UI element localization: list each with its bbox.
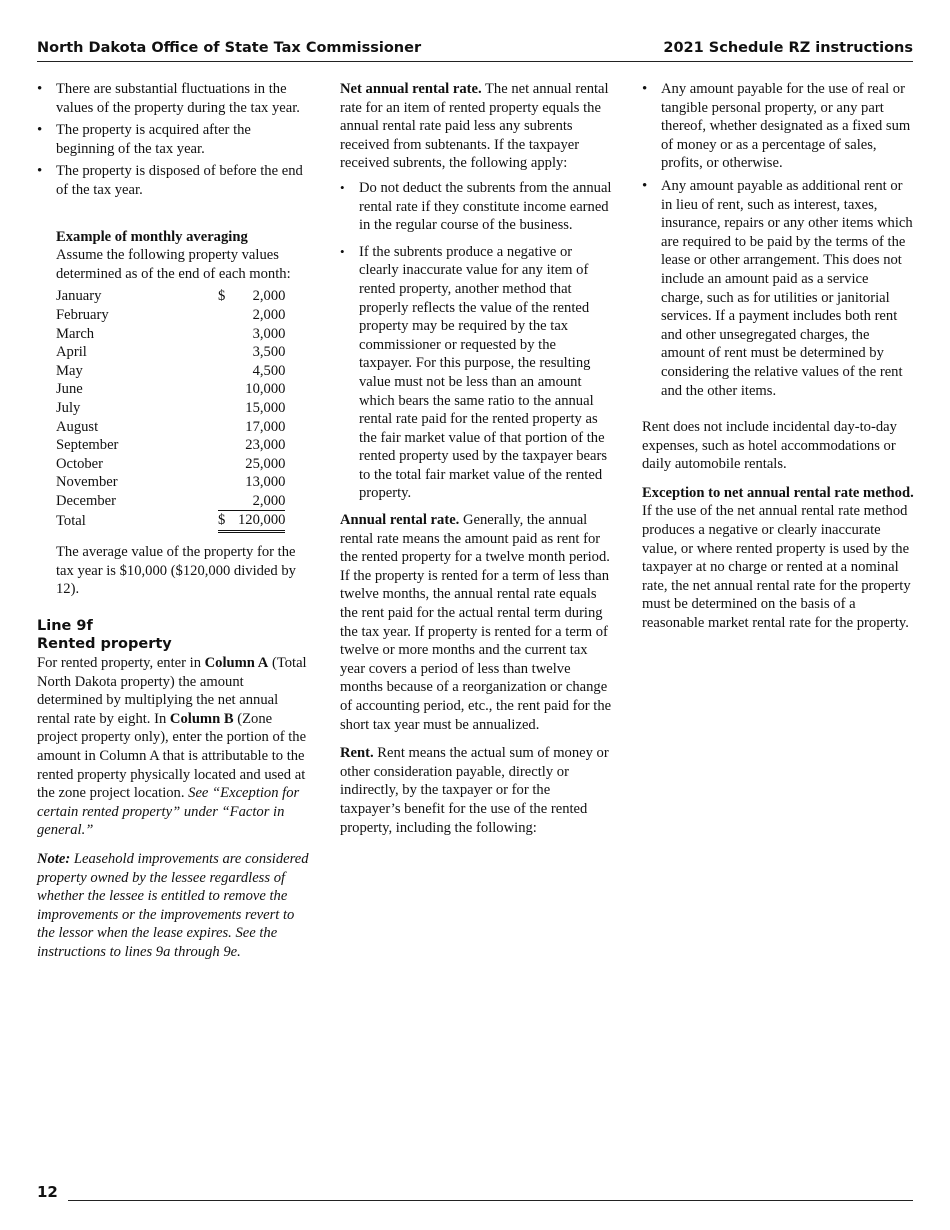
table-row: May 4,500 [56, 362, 286, 379]
subrent-bullets [340, 179, 612, 503]
fluctuation-bullets [37, 80, 309, 200]
table-row: June 10,000 [56, 381, 286, 398]
page-number: 12 [37, 1183, 58, 1201]
list-item: • Any amount payable for the use of real or tangible personal property, or any part thereof, whether designated as a fixed sum of money or as a percentage of sales, profits, or otherwise. [642, 80, 914, 173]
average-text: The average value of the property for the tax year is $10,000 ($120,000 divided by 12). [56, 544, 296, 598]
section-title: Rented property [37, 636, 172, 653]
table-row-total: Total $ 120,000 [56, 511, 285, 532]
table-row: March 3,000 [56, 325, 286, 342]
table-row: December 2,000 [56, 492, 286, 510]
column-left [37, 80, 309, 972]
table-row: February 2,000 [56, 306, 286, 323]
list-item: • The property is acquired after the beginning of the tax year. [37, 121, 309, 158]
currency-symbol: $ [218, 288, 226, 305]
footer-rule [68, 1200, 913, 1201]
net-rental-paragraph: Net annual rental rate. The net annual rental rate for an item of rented property equals the annual rental rate paid less any subrents received from subtenants. If the taxpayer received subrents, the following apply: [340, 81, 609, 172]
column-right [642, 80, 914, 643]
rent-bullets [642, 80, 914, 400]
table-row: October 25,000 [56, 455, 286, 472]
example-title: Example of monthly averaging [56, 228, 248, 245]
header-doc-title: 2021 Schedule RZ instructions [663, 40, 913, 56]
header-rule [37, 61, 913, 62]
annual-rental-paragraph: Annual rental rate. Generally, the annual rental rate means the amount paid as rent for the rented property for a twelve month period. If the property is rented for a term of less than twelve months, the annual rental rate equals the rent paid for the actual rental term during the tax year. If property is rented for a term of twelve or more months and the current tax year covers a period of less than twelve months because of a reorganization or change of accounting period, etc., the rent paid for the short tax year must be annualized. [340, 512, 612, 733]
list-item: • The property is disposed of before the end of the tax year. [37, 162, 309, 199]
table-row: November 13,000 [56, 474, 286, 491]
incidental-paragraph: Rent does not include incidental day-to-day expenses, such as hotel accommodations or daily automobile rentals. [642, 419, 897, 473]
column-middle [340, 80, 612, 847]
table-row: July 15,000 [56, 399, 286, 416]
example-intro: Assume the following property values determined as of the end of each month: [56, 247, 291, 282]
rented-property-paragraph: For rented property, enter in Column A (Total North Dakota property) the amount determined by multiplying the net annual rental rate by eight. In Column B (Zone project property only), enter the portion of the amount in Column A that is attributable to the rented property physically located and used at the zone project location. See “Exception for certain rented property” under “Factor in general.” [37, 655, 307, 839]
list-item: • There are substantial fluctuations in the values of the property during the tax year. [37, 80, 309, 117]
page-header [37, 40, 913, 56]
line-label: Line 9f [37, 617, 93, 634]
list-item: • Any amount payable as additional rent or in lieu of rent, such as interest, taxes, insurance, repairs or any other items which are required to be paid by the terms of the lease or other arrangement. This does not include an amount paid as a service charge, such as for utilities or janitorial services. If a payment includes both rent and other unsegregated charges, the amount of rent must be determined by considering the relative values of the rent and the other items. [642, 177, 914, 400]
currency-symbol: $ [218, 511, 238, 532]
header-agency: North Dakota Office of State Tax Commissioner [37, 40, 422, 56]
monthly-values-table [56, 287, 285, 533]
table-row: September 23,000 [56, 437, 286, 454]
table-row: January $ 2,000 [56, 288, 286, 305]
table-row: August 17,000 [56, 418, 286, 435]
exception-paragraph: Exception to net annual rental rate method. If the use of the net annual rental rate method produces a negative or clearly inaccurate value, or where rented property is used by the taxpayer at no charge or rented at a nominal rate, the net annual rental rate for the property must be determined on the basis of a reasonable market rental rate for the property. [642, 484, 914, 632]
rent-paragraph: Rent. Rent means the actual sum of money or other consideration payable, directly or indirectly, by the taxpayer or for the taxpayer’s benefit for the use of the rented property, including the following: [340, 745, 609, 836]
list-item: • Do not deduct the subrents from the annual rental rate if they constitute income earned in the regular course of the business. [340, 179, 612, 235]
note-paragraph: Note: Leasehold improvements are considered property owned by the lessee regardless of whether the lessee is entitled to remove the improvements or the improvements revert to the lessor when the lease expires. See the instructions to lines 9a through 9e. [37, 850, 309, 960]
table-row: April 3,500 [56, 344, 286, 361]
list-item: • If the subrents produce a negative or clearly inaccurate value for any item of rented property, another method that properly reflects the value of the rented property may be required by the tax commissioner or requested by the taxpayer. For this purpose, the resulting value must not be less than an amount which bears the same ratio to the annual rental rate paid for the rented property as the fair market value of that portion of the rented property used by the taxpayer bears to the total fair market value of the rented property. [340, 243, 612, 503]
